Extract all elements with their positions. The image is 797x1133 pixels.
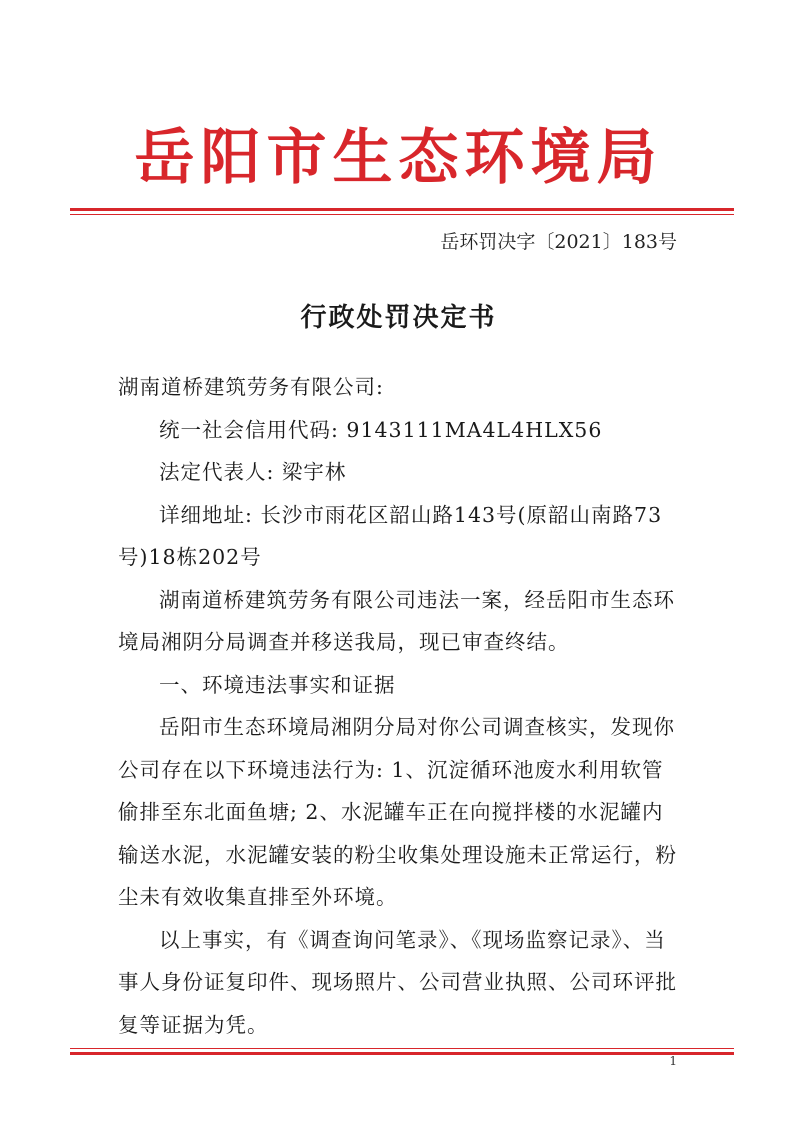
header-red-rule-thick bbox=[70, 208, 734, 211]
section-heading: 一、环境违法事实和证据 bbox=[159, 672, 396, 697]
document-number: 岳环罚决字〔2021〕183号 bbox=[440, 231, 677, 253]
credit-code-line: 统一社会信用代码: 9143111MA4L4HLX56 bbox=[159, 417, 603, 442]
page-number: 1 bbox=[669, 1054, 677, 1068]
document-body bbox=[118, 366, 678, 1046]
intro-paragraph: 湖南道桥建筑劳务有限公司违法一案，经岳阳市生态环境局湘阴分局调查并移送我局，现已审查终结。 bbox=[118, 587, 675, 654]
legal-representative-line: 法定代表人: 梁宇林 bbox=[159, 460, 347, 484]
agency-letterhead: 岳阳市生态环境局 bbox=[134, 123, 663, 193]
evidence-paragraph: 以上事实，有《调查询问笔录》、《现场监察记录》、当事人身份证复印件、现场照片、公司营业执照、公司环评批复等证据为凭。 bbox=[118, 927, 677, 1037]
footer-red-rule-thick bbox=[70, 1052, 734, 1055]
footer-red-rule-thin bbox=[70, 1048, 734, 1049]
document-title: 行政处罚决定书 bbox=[300, 303, 497, 333]
facts-paragraph: 岳阳市生态环境局湘阴分局对你公司调查核实，发现你公司存在以下环境违法行为: 1、沉淀循环池废水利用软管偷排至东北面鱼塘; 2、水泥罐车正在向搅拌楼的水泥罐内输送水泥，水泥罐安装的粉尘收集处理设施未正常运行，粉尘未有效收集直排至外环境。 bbox=[118, 715, 677, 909]
address-paragraph: 详细地址: 长沙市雨花区韶山路143号(原韶山南路73号)18栋202号 bbox=[118, 502, 663, 569]
header-red-rule-thin bbox=[70, 214, 734, 215]
recipient-line: 湖南道桥建筑劳务有限公司: bbox=[118, 375, 384, 399]
